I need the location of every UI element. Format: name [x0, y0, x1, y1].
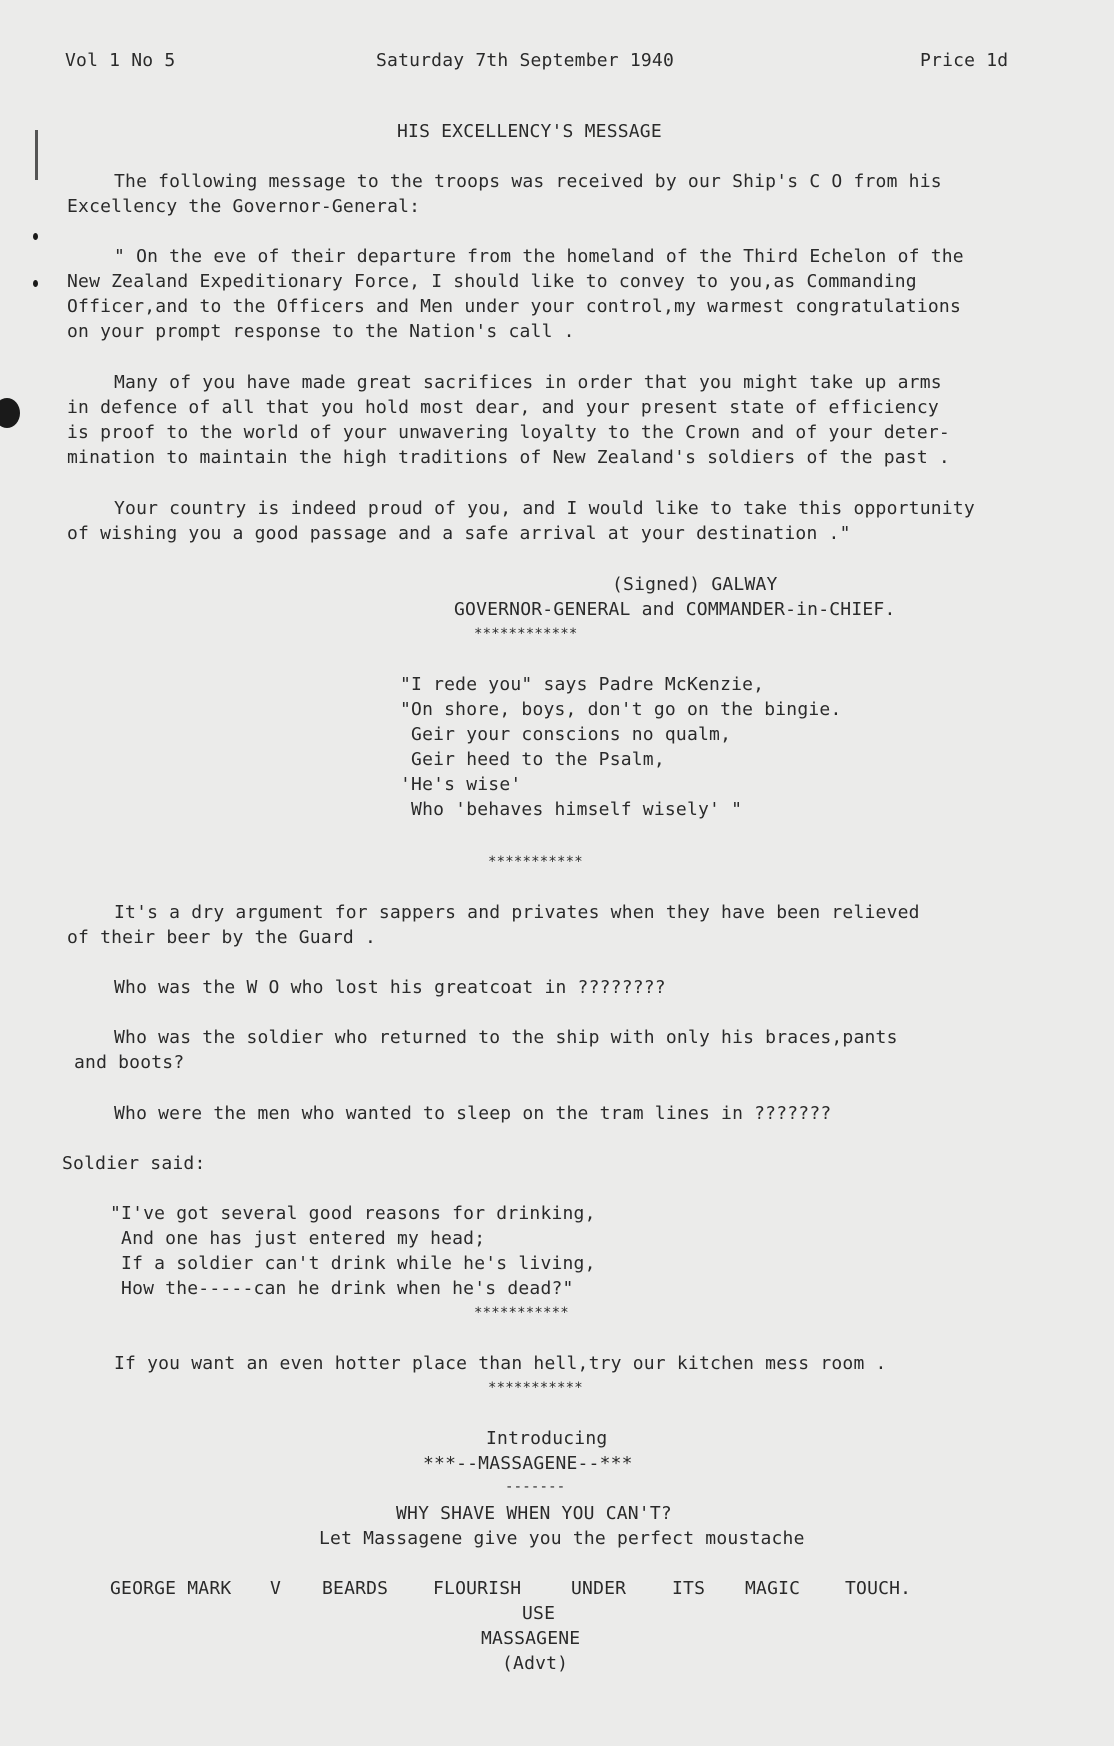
message-para1-line: Officer,and to the Officers and Men under your control,my warmest congratulations [67, 296, 961, 317]
intro-line: The following message to the troops was received by our Ship's C O from his [114, 171, 942, 192]
message-para1-line: " On the eve of their departure from the homeland of the Third Echelon of the [114, 246, 964, 267]
padre-verse-line: Geir your conscions no qualm, [400, 724, 732, 745]
beer-item-line: of their beer by the Guard . [67, 927, 377, 948]
message-para3-line: Your country is indeed proud of you, and I would like to take this opportunity [114, 498, 975, 519]
signatory-title: GOVERNOR-GENERAL and COMMANDER-in-CHIEF. [454, 599, 896, 620]
braces-item-line: Who was the soldier who returned to the ship with only his braces,pants [114, 1027, 898, 1048]
message-para2-line: in defence of all that you hold most dear, and your present state of efficiency [67, 397, 939, 418]
advert-product-banner: ***--MASSAGENE--*** [423, 1453, 633, 1474]
slogan-word: MAGIC [745, 1578, 801, 1599]
issue-date: Saturday 7th September 1940 [376, 50, 674, 71]
padre-verse-line: "On shore, boys, don't go on the bingie. [400, 699, 842, 720]
message-para3-line: of wishing you a good passage and a safe arrival at your destination ." [67, 523, 851, 544]
drinking-verse-line: "I've got several good reasons for drinking, [110, 1203, 596, 1224]
margin-dot [33, 280, 38, 287]
volume-number: Vol 1 No 5 [65, 50, 176, 71]
advert-use: USE [522, 1603, 556, 1624]
message-para2-line: Many of you have made great sacrifices in order that you might take up arms [114, 372, 942, 393]
padre-verse-line: 'He's wise' [400, 774, 522, 795]
beer-item-line: It's a dry argument for sappers and privates when they have been relieved [114, 902, 920, 923]
slogan-word: GEORGE MARK [110, 1578, 232, 1599]
margin-dot [33, 233, 38, 240]
advert-question: WHY SHAVE WHEN YOU CAN'T? [396, 1503, 672, 1524]
signed-line: (Signed) GALWAY [612, 574, 778, 595]
kitchen-line: If you want an even hotter place than hell,try our kitchen mess room . [114, 1353, 887, 1374]
slogan-word: ITS [672, 1578, 706, 1599]
advert-rule: ------- [505, 1479, 566, 1495]
padre-verse-line: Geir heed to the Psalm, [400, 749, 665, 770]
slogan-word: V [270, 1578, 282, 1599]
padre-verse-line: "I rede you" says Padre McKenzie, [400, 674, 765, 695]
slogan-word: BEARDS [322, 1578, 389, 1599]
padre-verse-line: Who 'behaves himself wisely' " [400, 799, 743, 820]
slogan-word: UNDER [571, 1578, 627, 1599]
drinking-verse-line: How the-----can he drink when he's dead?" [110, 1278, 574, 1299]
slogan-word: FLOURISH [433, 1578, 522, 1599]
punch-hole [0, 398, 20, 428]
margin-mark [35, 130, 38, 180]
advert-tagline: Let Massagene give you the perfect moustache [319, 1528, 805, 1549]
soldier-said: Soldier said: [62, 1153, 206, 1174]
separator: ************ [474, 626, 578, 642]
advert-advt: (Advt) [502, 1653, 569, 1674]
advert-product: MASSAGENE [481, 1628, 581, 1649]
drinking-verse-line: If a soldier can't drink while he's living, [110, 1253, 596, 1274]
message-para2-line: mination to maintain the high traditions of New Zealand's soldiers of the past . [67, 447, 950, 468]
separator: *********** [488, 1380, 583, 1396]
tram-item: Who were the men who wanted to sleep on the tram lines in ??????? [114, 1103, 832, 1124]
advert-introducing: Introducing [486, 1428, 608, 1449]
intro-line: Excellency the Governor-General: [67, 196, 421, 217]
price: Price 1d [920, 50, 1009, 71]
drinking-verse-line: And one has just entered my head; [110, 1228, 486, 1249]
greatcoat-item: Who was the W O who lost his greatcoat in ???????? [114, 977, 666, 998]
separator: *********** [488, 854, 583, 870]
message-para1-line: on your prompt response to the Nation's call . [67, 321, 575, 342]
message-para1-line: New Zealand Expeditionary Force, I should like to convey to you,as Commanding [67, 271, 917, 292]
message-para2-line: is proof to the world of your unwavering loyalty to the Crown and of your deter- [67, 422, 950, 443]
braces-item-line: and boots? [74, 1052, 185, 1073]
message-heading: HIS EXCELLENCY'S MESSAGE [397, 121, 662, 142]
slogan-word: TOUCH. [845, 1578, 912, 1599]
separator: *********** [474, 1305, 569, 1321]
